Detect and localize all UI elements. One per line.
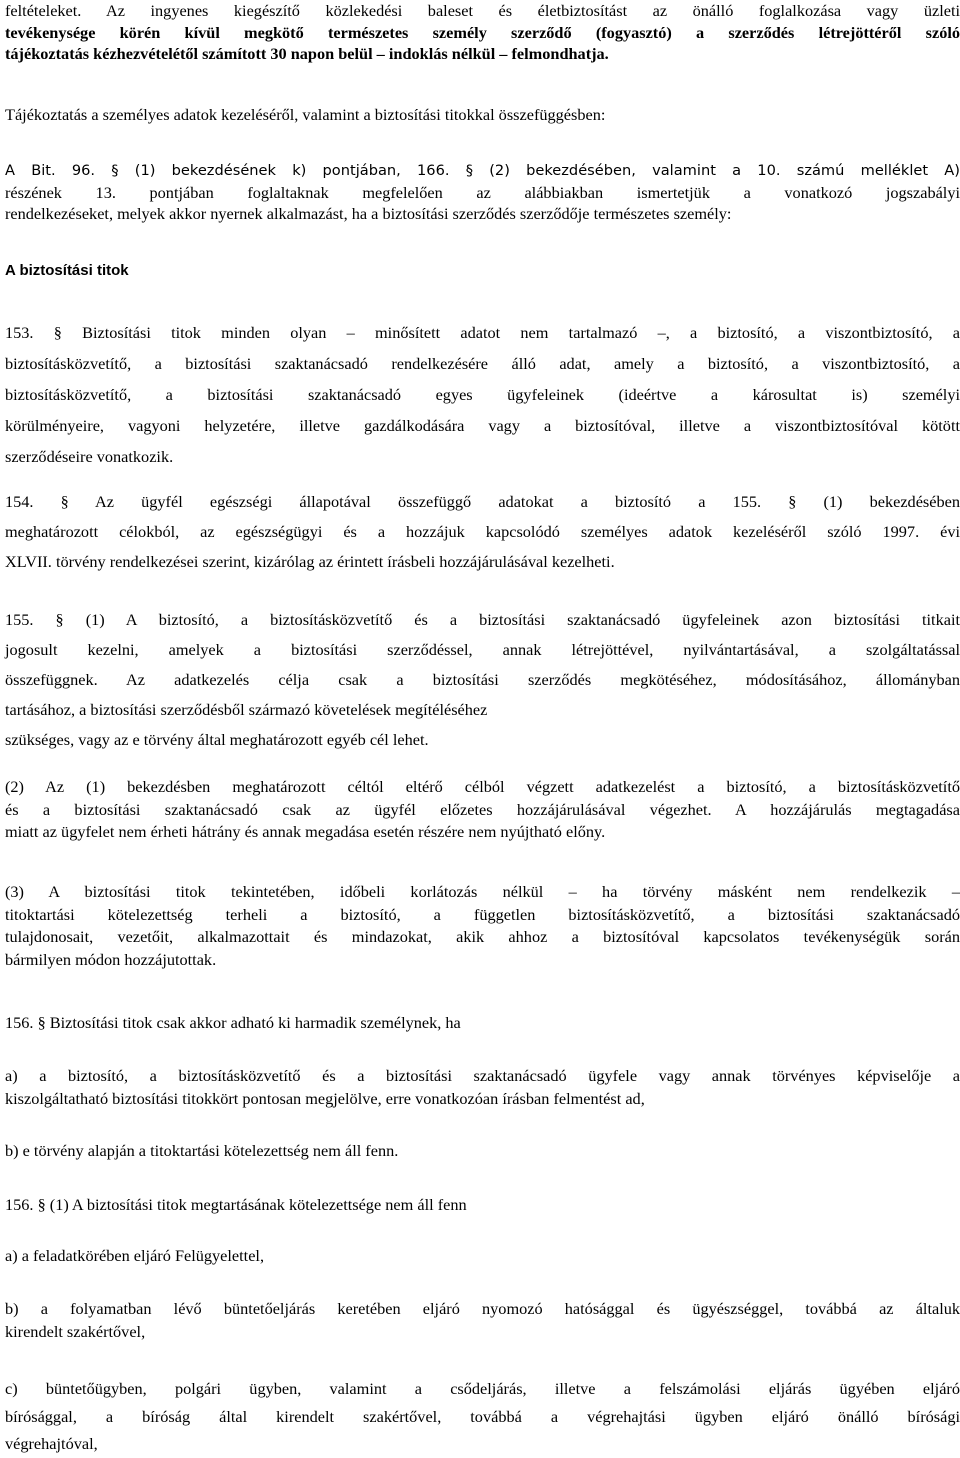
text-line: bármilyen módon hozzájutottak.: [5, 949, 217, 969]
text-line: a) a feladatkörében eljáró Felügyelettel,: [5, 1246, 265, 1265]
text-line: körülményeire, vagyoni helyzetére, illetve gazdálkodására vagy a biztosítóval, illetve a viszontbiztosítóval kötött: [5, 416, 960, 435]
text-line: tulajdonosait, vezetőit, alkalmazottait és mindazokat, akik ahhoz a biztosítóval kapcsolatos tevékenységük során: [5, 927, 960, 946]
text-line: 153. § Biztosítási titok minden olyan – minősített adatot nem tartalmazó –, a biztosító, a viszontbiztosító, a: [5, 323, 960, 342]
text-line: kiszolgáltatható biztosítási titokkört pontosan megjelölve, erre vonatkozóan írásban felmentést ad,: [5, 1088, 645, 1108]
text-line: (2) Az (1) bekezdésben meghatározott céltól eltérő célból végzett adatkezelést a biztosító, a biztosításközvetítő: [5, 777, 960, 796]
section-153: [5, 317, 960, 472]
section-155-1: [5, 605, 960, 755]
section-title-insurance-secret: [5, 260, 960, 282]
section-156-a: [5, 1065, 960, 1110]
text-line: A Bit. 96. § (1) bekezdésének k) pontjában, 166. § (2) bekezdésében, valamint a 10. számú melléklet A): [5, 162, 960, 179]
text-line: titoktartási kötelezettség terheli a biztosító, a független biztosításközvetítő, a biztosítási szaktanácsadó: [5, 904, 960, 924]
privacy-heading: [5, 104, 960, 126]
text-line: tartásához, a biztosítási szerződésből származó követelések megítéléséhez: [5, 700, 488, 719]
text-line: jogosult kezelni, amelyek a biztosítási szerződéssel, annak létrejöttével, nyilvántartásával, a szolgáltatással: [5, 640, 960, 659]
text-line: feltételeket. Az ingyenes kiegészítő közlekedési baleset és életbiztosítást az önálló foglalkozása vagy üzleti: [5, 1, 960, 20]
text-line: 155. § (1) A biztosító, a biztosításközvetítő és a biztosítási szaktanácsadó ügyfeleinek azon biztosítási titkait: [5, 610, 960, 629]
text-line: b) a folyamatban lévő büntetőeljárás keretében eljáró nyomozó hatósággal és ügyészséggel, továbbá az általuk: [5, 1299, 960, 1318]
text-line: tevékenysége körén kívül megkötő természetes személy szerződő (fogyasztó) a szerződés létrejöttéről szóló: [5, 22, 960, 42]
text-line: a) a biztosító, a biztosításközvetítő és a biztosítási szaktanácsadó ügyfele vagy annak törvényes képviselője a: [5, 1066, 960, 1085]
section-156-1-c: [5, 1375, 960, 1458]
section-156-1: [5, 1194, 960, 1216]
bit-reference-paragraph: [5, 160, 960, 225]
section-156-1-a: [5, 1245, 960, 1267]
text-line: bírósággal, a bíróság által kirendelt szakértővel, továbbá a végrehajtási ügyben eljáró önálló bírósági: [5, 1406, 960, 1426]
text-line: 156. § Biztosítási titok csak akkor adható ki harmadik személynek, ha: [5, 1013, 461, 1032]
text-line: 154. § Az ügyfél egészségi állapotával összefüggő adatokat a biztosító a 155. § (1) bekezdésében: [5, 492, 960, 511]
text-line: Tájékoztatás a személyes adatok kezeléséről, valamint a biztosítási titokkal összefüggésben:: [5, 105, 606, 124]
text-line: rendelkezéseket, melyek akkor nyernek alkalmazást, ha a biztosítási szerződés szerződője természetes személy:: [5, 204, 732, 223]
withdrawal-paragraph: [5, 0, 960, 65]
text-line: biztosításközvetítő, a biztosítási szaktanácsadó egyes ügyfeleinek (ideértve a károsultat is) személyi: [5, 385, 960, 404]
section-155-2: [5, 776, 960, 844]
section-154: [5, 487, 960, 577]
text-line: 156. § (1) A biztosítási titok megtartásának kötelezettsége nem áll fenn: [5, 1195, 467, 1214]
text-line: miatt az ügyfelet nem érheti hátrány és annak megadása esetén részére nem nyújtható előny.: [5, 822, 606, 841]
text-line: (3) A biztosítási titok tekintetében, időbeli korlátozás nélkül – ha törvény másként nem rendelkezik –: [5, 882, 960, 901]
section-156-intro: [5, 1012, 960, 1034]
text-line: c) büntetőügyben, polgári ügyben, valamint a csődeljárás, illetve a felszámolási eljárás ügyében eljáró: [5, 1379, 960, 1398]
text-line: tájékoztatás kézhezvételétől számított 30 napon belül – indoklás nélkül – felmondhatja.: [5, 44, 609, 63]
section-156-b: [5, 1140, 960, 1162]
text-line: szükséges, vagy az e törvény által meghatározott egyéb cél lehet.: [5, 730, 429, 749]
text-line: szerződéseire vonatkozik.: [5, 447, 174, 466]
section-156-1-b: [5, 1297, 960, 1343]
text-line: végrehajtóval,: [5, 1434, 98, 1453]
text-line: és a biztosítási szaktanácsadó csak az ügyfél előzetes hozzájárulásával végezhet. A hozzájárulás megtagadása: [5, 799, 960, 819]
text-line: meghatározott célokból, az egészségügyi és a hozzájuk kapcsolódó személyes adatok kezeléséről szóló 1997. évi: [5, 522, 960, 541]
text-line: b) e törvény alapján a titoktartási kötelezettség nem áll fenn.: [5, 1141, 399, 1160]
text-line: kirendelt szakértővel,: [5, 1322, 146, 1341]
text-line: XLVII. törvény rendelkezései szerint, kizárólag az érintett írásbeli hozzájárulásával kezelheti.: [5, 552, 615, 571]
text-line: biztosításközvetítő, a biztosítási szaktanácsadó rendelkezésére álló adat, amely a biztosító, a viszontbiztosító, a: [5, 354, 960, 373]
text-line: A biztosítási titok: [5, 262, 129, 279]
text-line: összefüggnek. Az adatkezelés célja csak a biztosítási szerződés megkötéséhez, módosításához, állományban: [5, 670, 960, 689]
section-155-3: [5, 881, 960, 971]
text-line: részének 13. pontjában foglaltaknak megfelelően az alábbiakban ismertetjük a vonatkozó jogszabályi: [5, 182, 960, 202]
